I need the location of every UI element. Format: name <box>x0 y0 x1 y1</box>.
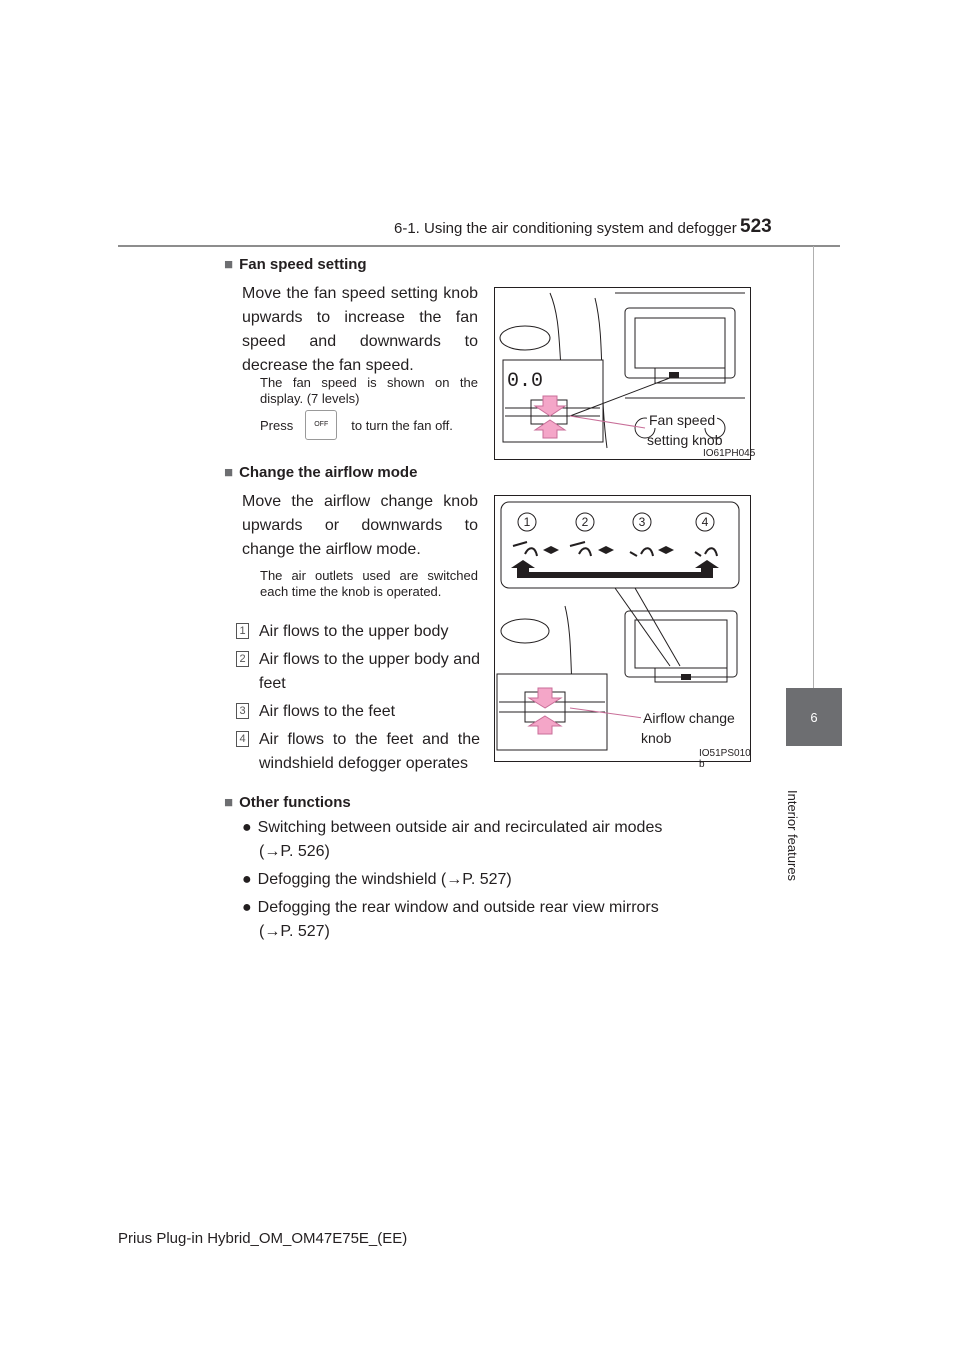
list-item <box>236 648 480 696</box>
chapter-tab: 6 <box>786 688 842 746</box>
press-suffix: to turn the fan off. <box>351 417 453 433</box>
airflow-callout-line2: knob <box>641 730 672 746</box>
airflow-body: Move the airflow change knob upwards or downwards to change the airflow mode. <box>242 493 478 558</box>
item-text: Air flows to the upper body <box>259 623 449 640</box>
list-item <box>242 816 762 864</box>
bullet-line2: (→P. 526) <box>259 843 330 860</box>
fan-off-button-icon <box>305 410 337 440</box>
list-item <box>236 620 480 644</box>
svg-text:0.0: 0.0 <box>507 370 544 393</box>
bullet-line1: ● Switching between outside air and recirculated air modes <box>242 816 762 840</box>
fan-figure-code: IO61PH045 <box>703 448 756 459</box>
figure-number-1: 1 <box>523 515 531 529</box>
footer-text: Prius Plug-in Hybrid_OM_OM47E75E_(EE) <box>118 1230 408 1247</box>
item-text: Air flows to the feet and the windshield defogger operates <box>259 731 480 772</box>
press-prefix: Press <box>260 417 294 433</box>
list-item <box>242 896 762 944</box>
bullet-line1: ● Defogging the rear window and outside rear view mirrors <box>242 896 762 920</box>
figure-number-3: 3 <box>638 515 646 529</box>
bullet-line1: ● Defogging the windshield (→P. 527) <box>242 868 762 892</box>
item-number: 4 <box>236 731 249 747</box>
item-number: 1 <box>236 623 249 639</box>
fan-callout-line1: Fan speed <box>649 412 716 428</box>
airflow-figure <box>494 495 751 770</box>
list-item <box>236 700 480 724</box>
fan-speed-body: Move the fan speed setting knob upwards to increase the fan speed and downwards to decrease the fan speed. <box>242 285 478 374</box>
other-bullets <box>242 816 762 944</box>
figure-number-2: 2 <box>581 515 589 529</box>
item-text: Air flows to the feet <box>259 703 396 720</box>
list-item <box>242 868 762 892</box>
bullet-line2: (→P. 527) <box>259 923 330 940</box>
item-number: 2 <box>236 651 249 667</box>
airflow-figure-code: IO51PS010 b <box>699 748 751 770</box>
fan-speed-figure <box>494 287 756 460</box>
item-number: 3 <box>236 703 249 719</box>
section-title: 6-1. Using the air conditioning system and defogger <box>394 220 737 237</box>
header-divider <box>118 245 840 247</box>
side-divider <box>813 246 814 688</box>
list-item <box>236 728 480 776</box>
airflow-note: The air outlets used are switched each time the knob is operated. <box>260 568 478 599</box>
item-text: Air flows to the upper body and feet <box>259 651 480 692</box>
airflow-callout-line1: Airflow change <box>643 710 735 726</box>
fan-speed-heading: ■ Fan speed setting <box>224 256 367 273</box>
fan-off-button-label: OFF <box>314 421 329 428</box>
page-number: 523 <box>740 216 772 237</box>
airflow-list <box>236 620 480 776</box>
fan-speed-note: The fan speed is shown on the display. (7 levels) <box>260 375 478 406</box>
airflow-heading: ■ Change the airflow mode <box>224 464 417 481</box>
fan-off-instruction <box>260 410 453 440</box>
other-heading: ■ Other functions <box>224 794 351 811</box>
figure-number-4: 4 <box>701 515 709 529</box>
chapter-label: Interior features <box>785 790 800 882</box>
fan-callout-line2: setting knob <box>647 432 723 448</box>
